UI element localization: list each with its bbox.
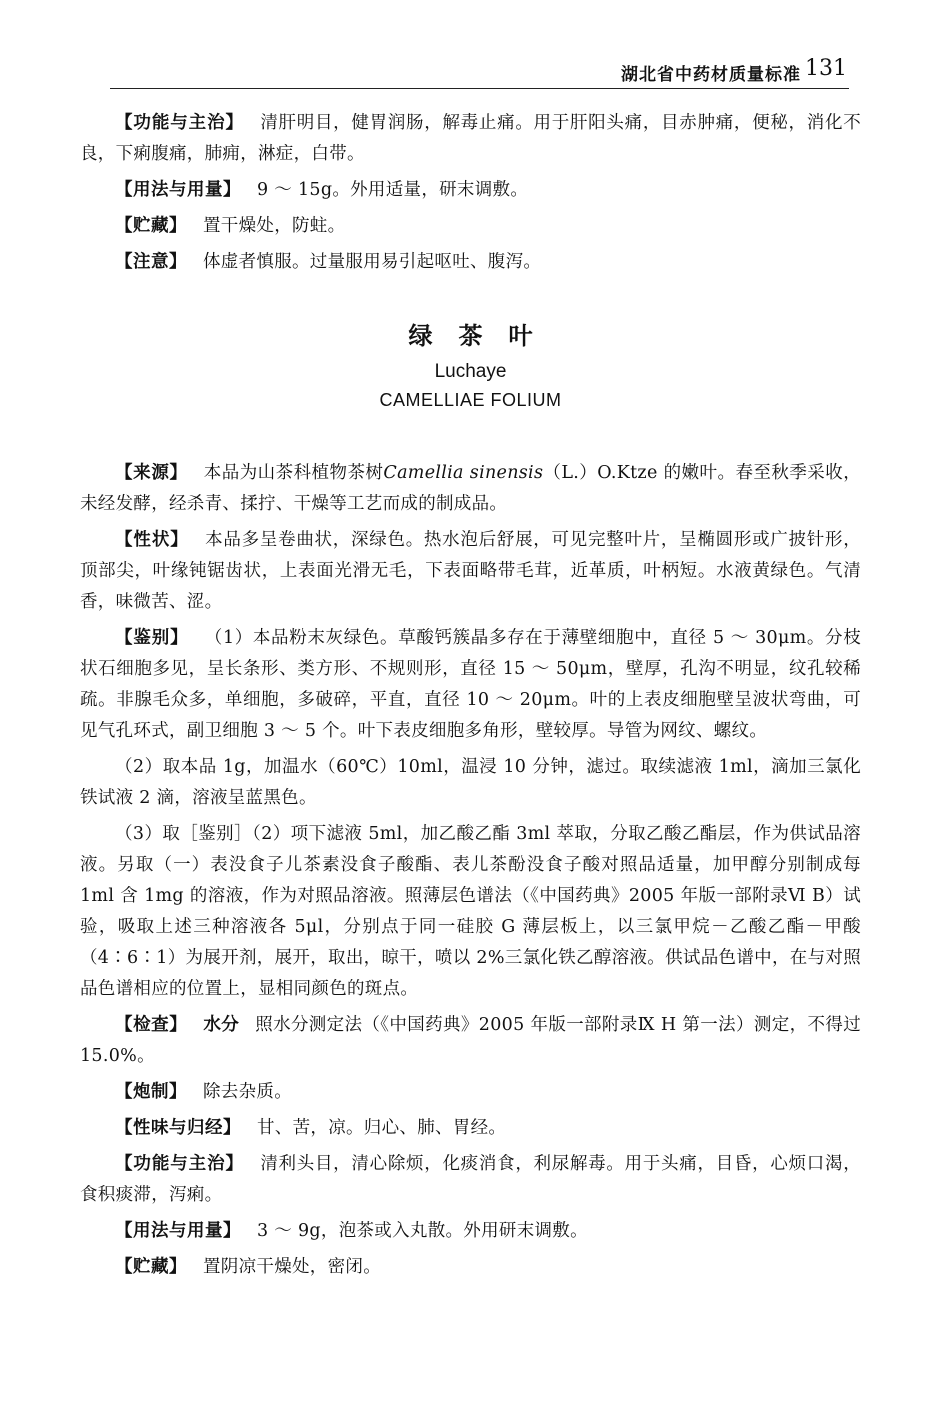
entry-title-block	[80, 318, 861, 414]
section-label: 【炮制】	[115, 1082, 187, 1102]
prev-function-paragraph	[80, 108, 861, 170]
running-title: 湖北省中药材质量标准	[621, 65, 801, 85]
section-text: （1）本品粉末灰绿色。草酸钙簇晶多存在于薄壁细胞中，直径 5 ～ 30μm。分枝状石细胞多见，呈长条形、类方形、不规则形，直径 15 ～ 50μm，壁厚，孔沟不明显，纹孔较稀疏。非腺毛众多，单细胞，多破碎，平直，直径 10 ～ 20μm。叶的上表皮细胞壁呈波状弯曲，可见气孔环式，副卫细胞 3 ～ 5 个。叶下表皮细胞多角形，壁较厚。导管为网纹、螺纹。	[80, 628, 861, 741]
prev-usage-paragraph	[80, 175, 861, 206]
processing-paragraph	[80, 1077, 861, 1108]
section-text: （3）取［鉴别］（2）项下滤液 5ml，加乙酸乙酯 3ml 萃取，分取乙酸乙酯层，作为供试品溶液。另取（一）表没食子儿茶素没食子酸酯、表儿茶酚没食子酸对照品适量，加甲醇分别制成每 1ml 含 1mg 的溶液，作为对照品溶液。照薄层色谱法（《中国药典》2005 年版一部附录Ⅵ B）试验，吸取上述三种溶液各 5μl，分别点于同一硅胶 G 薄层板上，以三氯甲烷－乙酸乙酯－甲酸（4∶6∶1）为展开剂，展开，取出，晾干，喷以 2%三氯化铁乙醇溶液。供试品色谱中，在与对照品色谱相应的位置上，显相同颜色的斑点。	[80, 824, 861, 999]
prev-storage-paragraph	[80, 211, 861, 242]
section-text: （2）取本品 1g，加温水（60℃）10ml，温浸 10 分钟，滤过。取续滤液 1ml，滴加三氯化铁试液 2 滴，溶液呈蓝黑色。	[80, 757, 861, 808]
nature-paragraph	[80, 1113, 861, 1144]
section-text: 本品多呈卷曲状，深绿色。热水泡后舒展，可见完整叶片，呈椭圆形或广披针形，顶部尖，叶缘钝锯齿状，上表面光滑无毛，下表面略带毛茸，近革质，叶柄短。水液黄绿色。气清香，味微苦、涩。	[80, 530, 862, 612]
section-text: 置干燥处，防蛀。	[203, 216, 346, 236]
section-label: 【检查】	[115, 1015, 188, 1035]
section-text: 本品为山茶科植物茶树	[203, 463, 384, 483]
section-text: 除去杂质。	[203, 1082, 292, 1102]
section-label: 【功能与主治】	[115, 113, 244, 133]
section-text: 体虚者慎服。过量服用易引起呕吐、腹泻。	[203, 252, 542, 272]
section-text: （L.）O.Ktze 的嫩叶。春至秋季采收，未经发酵，经杀青、揉拧、干燥等工艺而成的制成品。	[80, 463, 862, 514]
storage-paragraph	[80, 1252, 861, 1283]
entry-pinyin: Luchaye	[434, 361, 507, 382]
section-label: 【功能与主治】	[115, 1154, 244, 1174]
section-text: 清肝明目，健胃润肠，解毒止痛。用于肝阳头痛，目赤肿痛，便秘，消化不良，下痢腹痛，肺痈，淋症，白带。	[80, 113, 861, 164]
section-label: 【用法与用量】	[115, 180, 241, 200]
section-text: 置阴凉干燥处，密闭。	[203, 1257, 381, 1277]
source-paragraph	[80, 458, 861, 520]
page-content	[80, 108, 861, 1288]
section-text: 甘、苦，凉。归心、肺、胃经。	[257, 1118, 507, 1138]
page-number: 131	[805, 56, 847, 81]
entry-latin-name: CAMELLIAE FOLIUM	[379, 390, 562, 410]
entry-title: 绿茶叶	[408, 322, 559, 350]
section-text: 照水分测定法（《中国药典》2005 年版一部附录Ⅸ H 第一法）测定，不得过 15.0%。	[80, 1015, 862, 1066]
section-label: 【用法与用量】	[115, 1221, 241, 1241]
section-text: 9 ～ 15g。外用适量，研末调敷。	[257, 180, 529, 200]
section-label: 【性味与归经】	[115, 1118, 241, 1138]
section-label: 【性状】	[115, 530, 189, 550]
usage-paragraph	[80, 1216, 861, 1247]
section-label: 【贮藏】	[115, 216, 187, 236]
inspection-paragraph	[80, 1010, 861, 1072]
section-text: 清利头目，清心除烦，化痰消食，利尿解毒。用于头痛，目昏，心烦口渴，食积痰滞，泻痢。	[80, 1154, 861, 1205]
section-text: 3 ～ 9g，泡茶或入丸散。外用研末调敷。	[257, 1221, 588, 1241]
section-label: 【注意】	[115, 252, 187, 272]
description-paragraph	[80, 525, 861, 618]
identification-paragraph-1	[80, 623, 861, 747]
function-paragraph	[80, 1149, 861, 1211]
section-label: 【贮藏】	[115, 1257, 187, 1277]
section-label: 【鉴别】	[115, 628, 189, 648]
page-header	[110, 58, 849, 89]
section-sublabel: 水分	[203, 1015, 240, 1035]
identification-paragraph-2	[80, 752, 861, 814]
species-name: Camellia sinensis	[383, 463, 544, 483]
prev-caution-paragraph	[80, 247, 861, 278]
identification-paragraph-3	[80, 819, 861, 1005]
section-label: 【来源】	[115, 463, 188, 483]
